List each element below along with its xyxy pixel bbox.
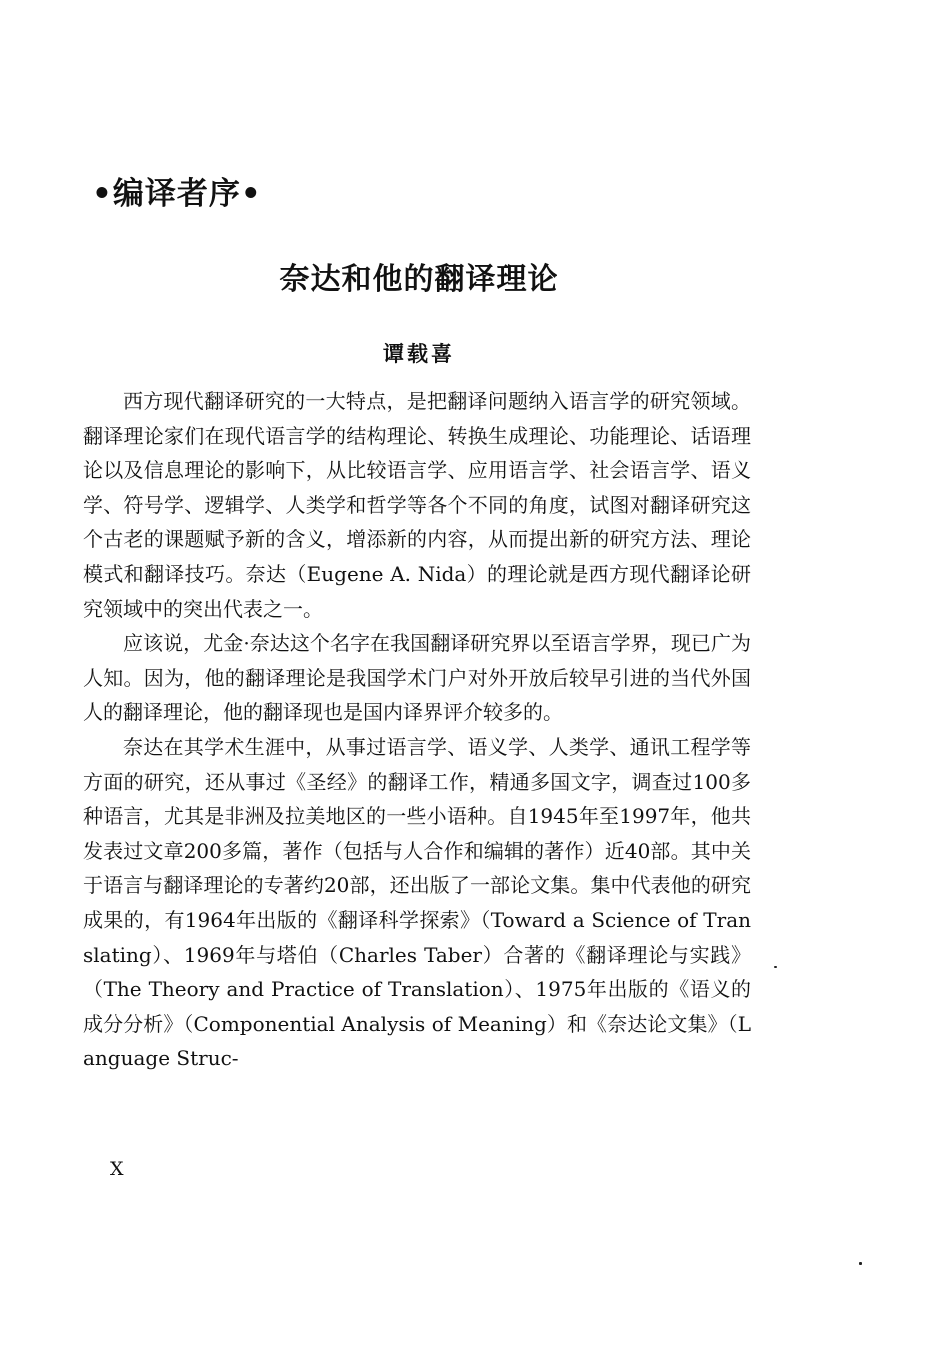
page-number: X (110, 1158, 124, 1180)
paragraph-1: 西方现代翻译研究的一大特点，是把翻译问题纳入语言学的研究领域。翻译理论家们在现代语言学的结构理论、转换生成理论、功能理论、话语理论以及信息理论的影响下，从比较语言学、应用语言学、社会语言学、语义学、符号学、逻辑学、人类学和哲学等各个不同的角度，试图对翻译研究这个古老的课题赋予新的含义，增添新的内容，从而提出新的研究方法、理论模式和翻译技巧。奈达（Eugene A. Nida）的理论就是西方现代翻译论研究领域中的突出代表之一。 (83, 389, 751, 621)
article-title: 奈达和他的翻译理论 (279, 262, 559, 297)
scan-speck (859, 1262, 862, 1265)
scan-speck (774, 966, 777, 968)
paragraph-3: 奈达在其学术生涯中，从事过语言学、语义学、人类学、通讯工程学等方面的研究，还从事过《圣经》的翻译工作，精通多国文字，调查过100多种语言，尤其是非洲及拉美地区的一些小语种。自1945年至1997年，他共发表过文章200多篇，著作（包括与人合作和编辑的著作）近40部。其中关于语言与翻译理论的专著约20部，还出版了一部论文集。集中代表他的研究成果的，有1964年出版的《翻译科学探索》（Toward a Science of Translating）、1969年与塔伯（Charles Taber）合著的《翻译理论与实践》（The Theory and Practice of Translation）、1975年出版的《语义的成分分析》（Componential Analysis of Meaning）和《奈达论文集》（Language Struc- (83, 734, 751, 1071)
article-author: 谭载喜 (383, 341, 455, 366)
article-body (83, 384, 751, 1076)
paragraph-2: 应该说，尤金·奈达这个名字在我国翻译研究界以至语言学界，现已广为人知。因为，他的翻译理论是我国学术门户对外开放后较早引进的当代外国人的翻译理论，他的翻译现也是国内译界评介较多的。 (83, 631, 751, 725)
section-label: •编译者序• (92, 176, 262, 212)
